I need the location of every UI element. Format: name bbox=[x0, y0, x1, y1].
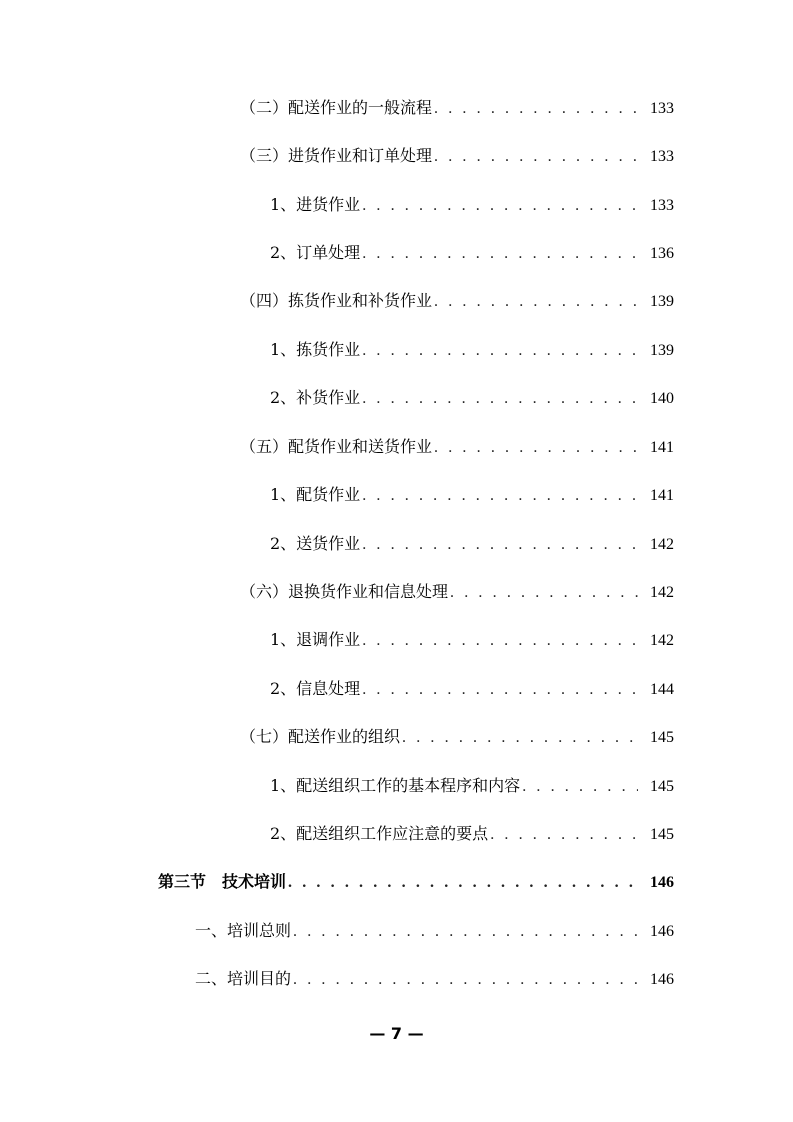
toc-entry-label: 2、订单处理 bbox=[270, 243, 361, 262]
toc-entry-label: （三）进货作业和订单处理 bbox=[240, 146, 433, 165]
toc-entry-page: 141 bbox=[650, 439, 674, 456]
toc-entry-label: 1、拣货作业 bbox=[270, 340, 361, 359]
toc-entry[interactable] bbox=[240, 423, 674, 471]
toc-entry-label: 2、送货作业 bbox=[270, 534, 361, 553]
dot-leader bbox=[362, 375, 638, 423]
toc-entry[interactable] bbox=[240, 277, 674, 325]
toc-entry[interactable] bbox=[270, 471, 674, 519]
toc-entry-label: 1、配货作业 bbox=[270, 485, 361, 504]
dot-leader bbox=[434, 133, 638, 181]
toc-entry-page: 145 bbox=[650, 778, 674, 795]
dot-leader bbox=[293, 908, 638, 956]
toc-entry[interactable] bbox=[270, 762, 674, 810]
toc-entry[interactable] bbox=[270, 665, 674, 713]
toc-entry-page: 141 bbox=[650, 487, 674, 504]
toc-entry[interactable] bbox=[270, 374, 674, 422]
dot-leader bbox=[522, 763, 638, 811]
toc-entry-label: （五）配货作业和送货作业 bbox=[240, 437, 433, 456]
toc-entry-page: 146 bbox=[650, 971, 674, 988]
dot-leader bbox=[362, 617, 638, 665]
toc-entry-label: （四）拣货作业和补货作业 bbox=[240, 291, 433, 310]
dot-leader bbox=[288, 859, 638, 907]
page-number: — 7 — bbox=[369, 1024, 424, 1043]
dot-leader bbox=[362, 472, 638, 520]
toc-entry[interactable] bbox=[195, 955, 674, 1003]
dot-leader bbox=[434, 278, 638, 326]
toc-entry-page: 142 bbox=[650, 632, 674, 649]
toc-entry-label: 二、培训目的 bbox=[195, 969, 292, 988]
toc-entry[interactable] bbox=[270, 229, 674, 277]
dot-leader bbox=[434, 85, 638, 133]
toc-entry-page: 140 bbox=[650, 390, 674, 407]
toc-entry-label: 第三节 技术培训 bbox=[158, 872, 287, 891]
dot-leader bbox=[362, 230, 638, 278]
dot-leader bbox=[362, 521, 638, 569]
toc-entry-label: 2、信息处理 bbox=[270, 679, 361, 698]
toc-entry[interactable] bbox=[195, 907, 674, 955]
dot-leader bbox=[293, 956, 638, 1004]
toc-entry-label: （二）配送作业的一般流程 bbox=[240, 98, 433, 117]
toc-entry[interactable] bbox=[240, 84, 674, 132]
toc-entry-page: 142 bbox=[650, 536, 674, 553]
toc-entry-page: 139 bbox=[650, 293, 674, 310]
toc-entry-page: 133 bbox=[650, 100, 674, 117]
toc-entry-page: 139 bbox=[650, 342, 674, 359]
toc-entry-page: 146 bbox=[650, 923, 674, 940]
toc-entry-label: （六）退换货作业和信息处理 bbox=[240, 582, 449, 601]
toc-entry[interactable] bbox=[270, 520, 674, 568]
dot-leader bbox=[362, 666, 638, 714]
toc-entry-label: 1、进货作业 bbox=[270, 195, 361, 214]
toc-section-entry[interactable] bbox=[158, 858, 674, 906]
toc-entry-label: （七）配送作业的组织 bbox=[240, 727, 401, 746]
toc-entry-page: 133 bbox=[650, 197, 674, 214]
toc-entry-page: 144 bbox=[650, 681, 674, 698]
toc-entry-page: 133 bbox=[650, 148, 674, 165]
toc-entry-page: 145 bbox=[650, 826, 674, 843]
toc-entry[interactable] bbox=[270, 810, 674, 858]
dot-leader bbox=[402, 714, 638, 762]
toc-entry-page: 146 bbox=[650, 874, 674, 891]
toc-entry-page: 145 bbox=[650, 729, 674, 746]
toc-entry[interactable] bbox=[270, 616, 674, 664]
dot-leader bbox=[450, 569, 638, 617]
toc-entry-label: 1、配送组织工作的基本程序和内容 bbox=[270, 776, 521, 795]
toc-entry-label: 一、培训总则 bbox=[195, 921, 292, 940]
toc-entry[interactable] bbox=[270, 181, 674, 229]
toc-entry-page: 136 bbox=[650, 245, 674, 262]
toc-entry-label: 1、退调作业 bbox=[270, 630, 361, 649]
dot-leader bbox=[490, 811, 638, 859]
dot-leader bbox=[362, 182, 638, 230]
dot-leader bbox=[362, 327, 638, 375]
toc-entry-label: 2、配送组织工作应注意的要点 bbox=[270, 824, 489, 843]
toc-entry-page: 142 bbox=[650, 584, 674, 601]
toc-entry[interactable] bbox=[240, 568, 674, 616]
dot-leader bbox=[434, 424, 638, 472]
toc-entry[interactable] bbox=[240, 713, 674, 761]
toc-entry[interactable] bbox=[240, 132, 674, 180]
toc-entry-label: 2、补货作业 bbox=[270, 388, 361, 407]
toc-entry[interactable] bbox=[270, 326, 674, 374]
